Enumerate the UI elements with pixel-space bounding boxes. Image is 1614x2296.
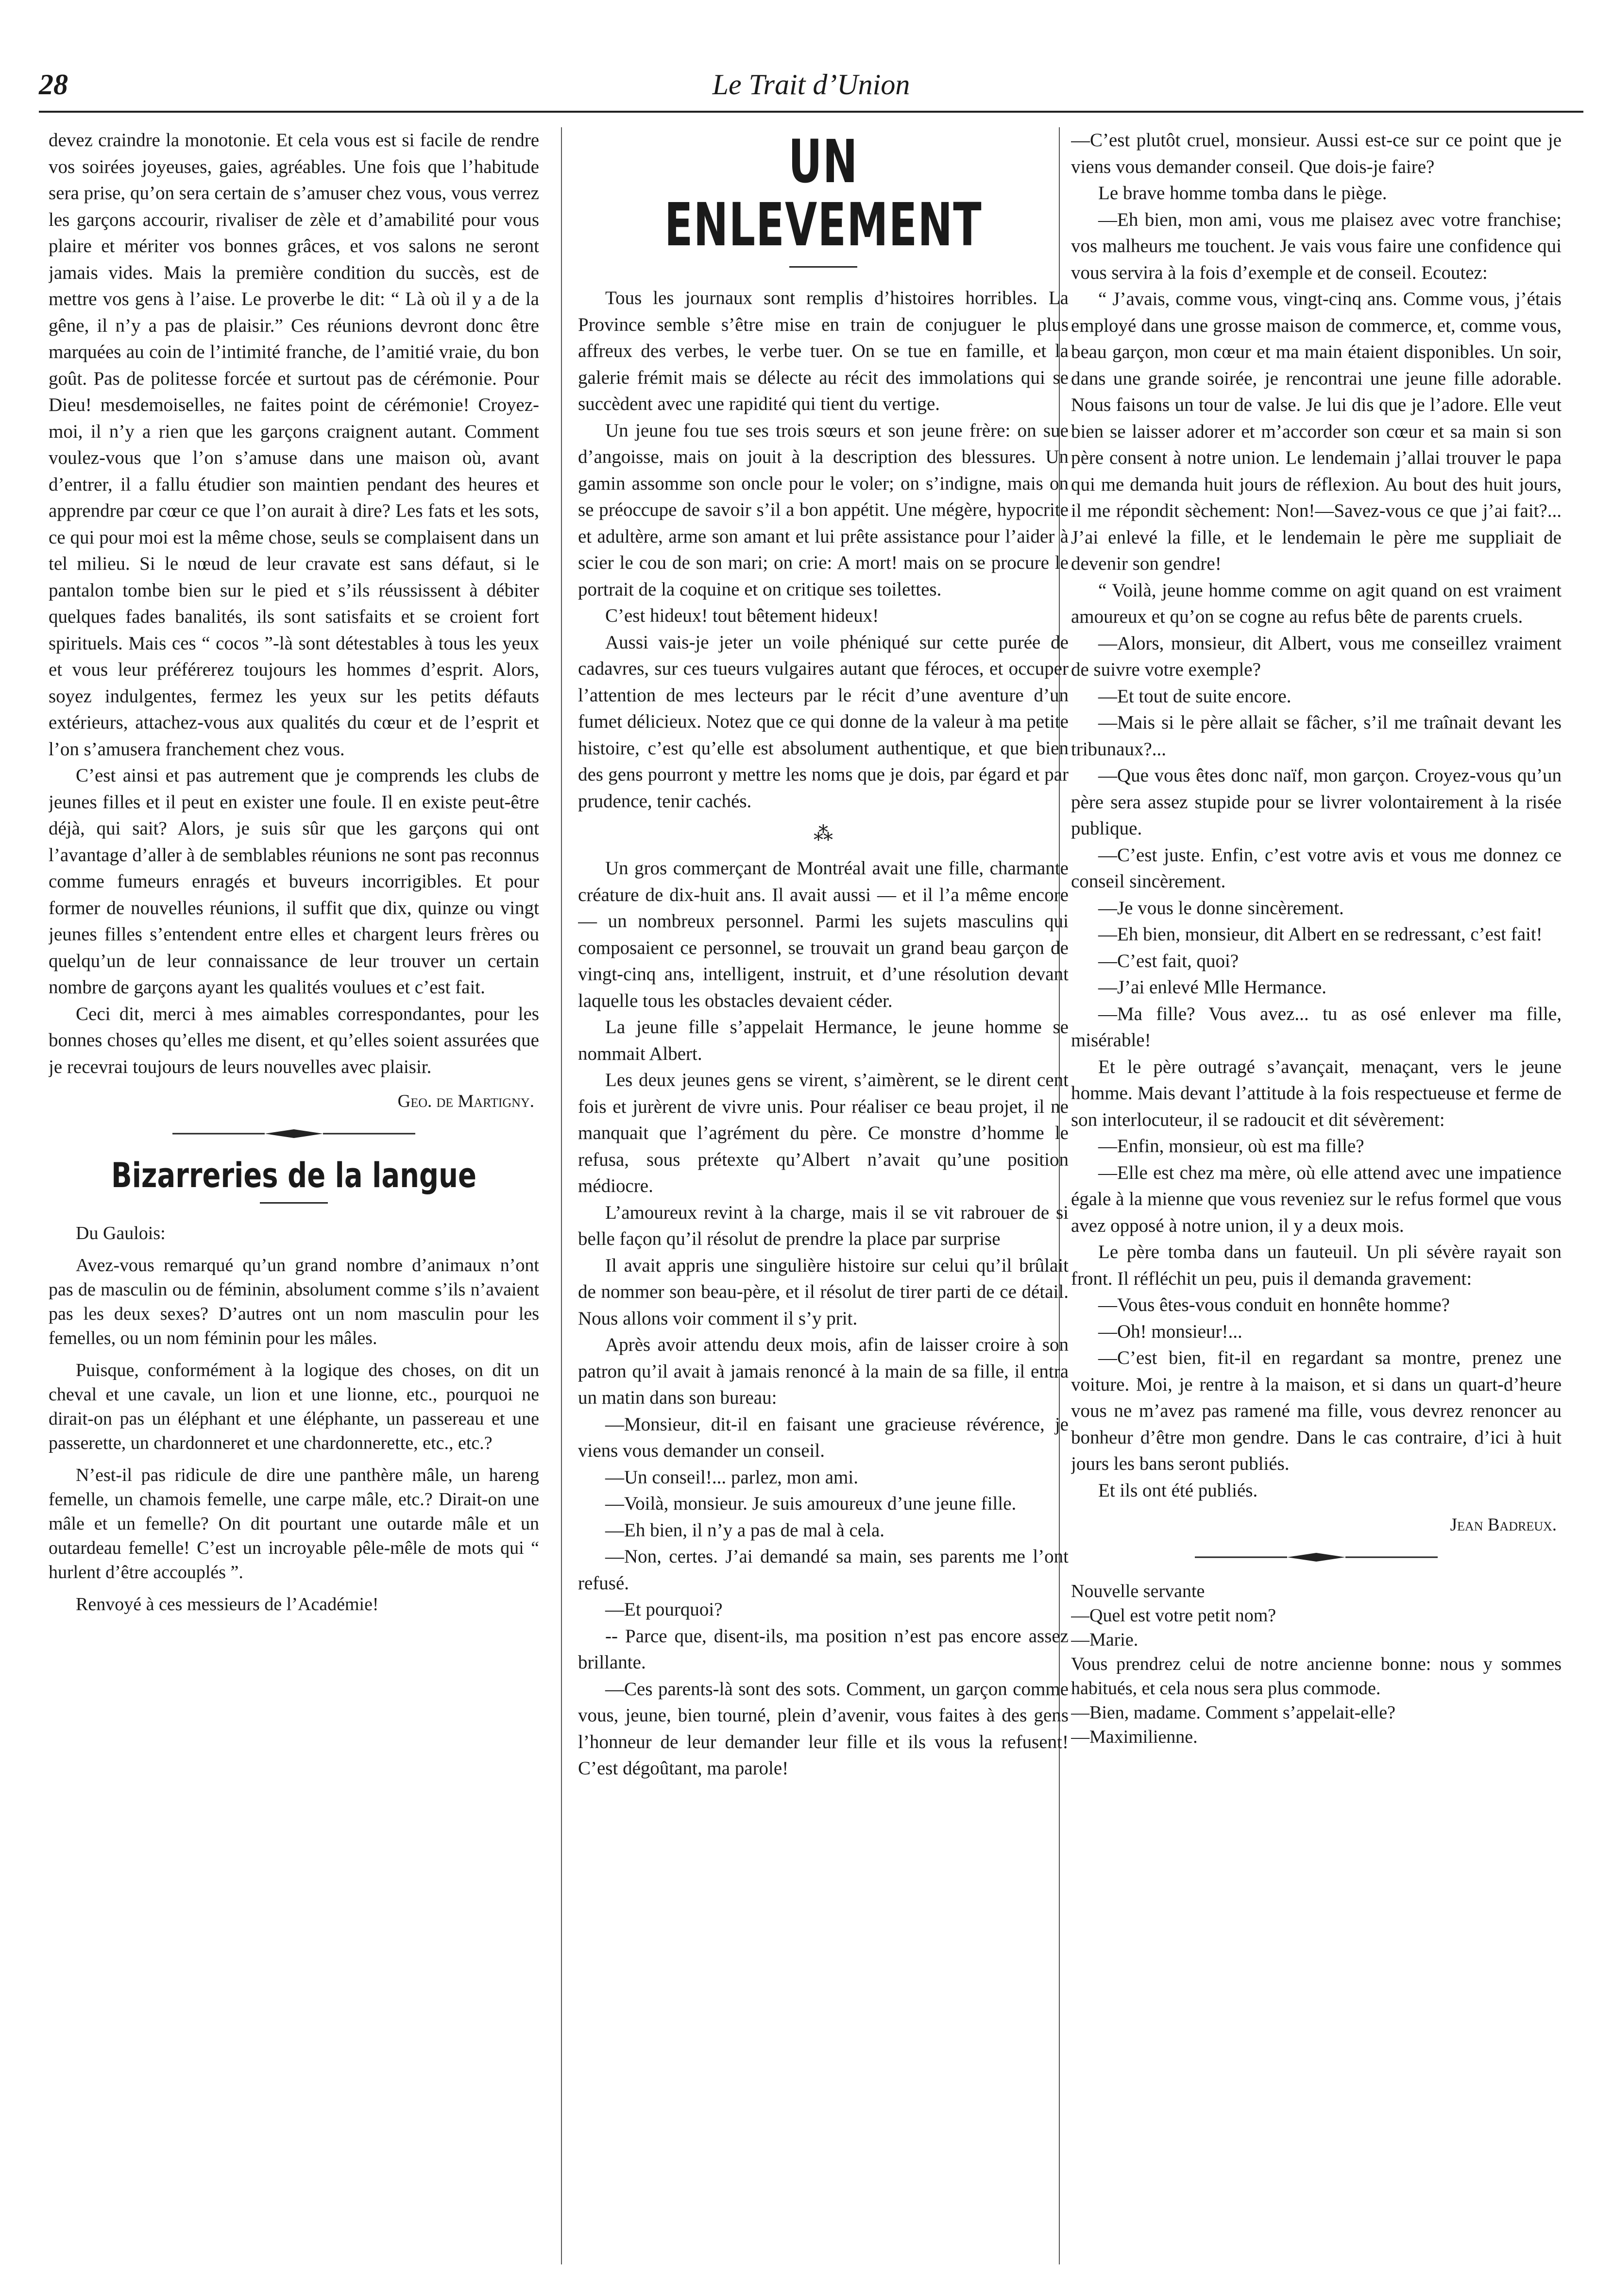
author-signature: Jean Badreux. (1450, 1515, 1557, 1535)
header-rule (39, 111, 1583, 113)
article-paragraph: Et le père outragé s’avançait, menaçant, vers le jeune homme. Mais devant l’attitude à la fois respectueuse et ferme de son interlocuteur, il se radoucit et dit sévèrement: (1071, 1056, 1562, 1130)
article-paragraph: C’est hideux! tout bêtement hideux! (605, 605, 879, 626)
dialogue-line: -- Parce que, disent-ils, ma position n’est pas encore assez brillante. (578, 1625, 1069, 1673)
article-title: UN ENLEVEMENT (664, 127, 983, 259)
dialogue-line: —Un conseil!... parlez, mon ami. (605, 1466, 858, 1488)
article-paragraph: Tous les journaux sont remplis d’histoires horribles. La Province semble s’être mise en train de conjuguer le plus affreux des verbes, le verbe tuer. On se tue en famille, et la galerie frémit mais se délecte au récit des immolations qui se succèdent avec une rapidité qui tient du vertige. (578, 288, 1069, 414)
article-paragraph: Après avoir attendu deux mois, afin de laisser croire à son patron qu’il avait à jamais renoncé à la main de sa fille, il entra un matin dans son bureau: (578, 1334, 1069, 1408)
column-1 (49, 127, 539, 1616)
dialogue-line: —Voilà, monsieur. Je suis amoureux d’une jeune fille. (605, 1493, 1017, 1514)
dialogue-line: —Oh! monsieur!... (1098, 1321, 1242, 1342)
dialogue-line: —Je vous le donne sincèrement. (1098, 897, 1344, 918)
journal-title: Le Trait d’Union (712, 68, 910, 101)
joke-line: —Marie. (1071, 1630, 1138, 1650)
dialogue-line: —Ma fille? Vous avez... tu as osé enlever ma fille, misérable! (1071, 1003, 1562, 1051)
dialogue-line: —C’est bien, fit-il en regardant sa montre, prenez une voiture. Moi, je rentre à la maison, et si dans un quart-d’heure vous ne m’avez pas ramené ma fille, vous devrez renoncer au bonheur d’être mon gendre. Dans le cas contraire, d’ici à huit jours les bans seront publiés. (1071, 1347, 1562, 1474)
article-paragraph: “ Voilà, jeune homme comme on agit quand on est vraiment amoureux et qu’on se cogne au refus bête de parents cruels. (1071, 579, 1562, 627)
column-divider (561, 127, 562, 2264)
ornament-divider (168, 1126, 420, 1141)
dialogue-line: —Eh bien, mon ami, vous me plaisez avec votre franchise; vos malheurs me touchent. Je vais vous faire une confidence qui vous servira à la fois d’exemple et de conseil. Ecoutez: (1071, 209, 1562, 283)
dialogue-line: —Eh bien, il n’y a pas de mal à cela. (605, 1519, 885, 1541)
article-paragraph: Avez-vous remarqué qu’un grand nombre d’animaux n’ont pas de masculin ou de féminin, absolument comme s’ils n’avaient pas les deux sexes? D’autres ont un nom masculin pour les femelles, ou un nom féminin pour les mâles. (49, 1255, 539, 1348)
article-paragraph: Un gros commerçant de Montréal avait une fille, charmante créature de dix-huit ans. Il avait aussi — et il l’a même encore — un nombreux personnel. Parmi les sujets masculins qui composaient ce personnel, se trouvait un grand beau garçon de vingt-cinq ans, intelligent, instruit, et d’une résolution devant laquelle tous les obstacles devaient céder. (578, 858, 1069, 1011)
dialogue-line: —C’est juste. Enfin, c’est votre avis et vous me donnez ce conseil sincèrement. (1071, 844, 1562, 892)
dialogue-line: —Monsieur, dit-il en faisant une gracieuse révérence, je viens vous demander un conseil. (578, 1413, 1069, 1461)
article-paragraph: Et ils ont été publiés. (1098, 1480, 1258, 1501)
article-paragraph: Il avait appris une singulière histoire sur celui qu’il brûlait de nommer son beau-père, et il résolut de tirer parti de ce détail. Nous allons voir comment il s’y prit. (578, 1255, 1069, 1329)
title-rule (789, 266, 857, 268)
article-paragraph: Ceci dit, merci à mes aimables correspondantes, pour les bonnes choses qu’elles me disent, et qu’elles soient assurées que je recevrai toujours de leurs nouvelles avec plaisir. (49, 1003, 539, 1077)
article-paragraph: Le père tomba dans un fauteuil. Un pli sévère rayait son front. Il réfléchit un peu, puis il demanda gravement: (1071, 1242, 1562, 1289)
dialogue-line: —Mais si le père allait se fâcher, s’il me traînait devant les tribunaux?... (1071, 712, 1562, 760)
dialogue-line: —Et pourquoi? (605, 1599, 723, 1620)
article-paragraph: Les deux jeunes gens se virent, s’aimèrent, se le dirent cent fois et jurèrent de vivre unis. Pour réaliser ce beau projet, il ne manquait que l’agrément du père. Ce monstre d’homme le refusa, sous prétexte qu’Albert n’avait qu’une position médiocre. (578, 1070, 1069, 1196)
dialogue-line: —Non, certes. J’ai demandé sa main, ses parents me l’ont refusé. (578, 1546, 1069, 1594)
joke-title: Nouvelle servante (1071, 1581, 1205, 1601)
source-line: Du Gaulois: (76, 1223, 166, 1243)
article-paragraph: Un jeune fou tue ses trois sœurs et son jeune frère: on sue d’angoisse, mais on jouit à la description des blessures. Un gamin assomme son oncle pour le voler; on s’indigne, mais on se préoccupe de savoir s’il a bon appétit. Une mégère, hypocrite et adultère, arme son amant et lui prête assistance pour l’aider à scier le cou de son mari; on crie: A mort! mais on se procure le portrait de la coquine et on critique ses toilettes. (578, 420, 1069, 600)
page-number: 28 (39, 68, 68, 101)
section-title: Bizarreries de la langue (111, 1156, 476, 1195)
dialogue-line: —Elle est chez ma mère, où elle attend avec une impatience égale à la mienne que vous reveniez sur le refus formel que vous avez opposé à notre union, il y a deux mois. (1071, 1162, 1562, 1236)
page-header (39, 68, 1583, 107)
article-paragraph: Puisque, conformément à la logique des choses, on dit un cheval et une cavale, un lion et une lionne, etc., pourquoi ne dirait-on pas un éléphant et une éléphante, un passereau et une passerette, un chardonneret et une chardonnerette, etc., etc.? (49, 1360, 539, 1453)
dialogue-line: —Que vous êtes donc naïf, mon garçon. Croyez-vous qu’un père sera assez stupide pour se livrer volontairement à la risée publique. (1071, 765, 1562, 839)
asterism-separator: ⁂ (814, 823, 833, 845)
dialogue-line: —Ces parents-là sont des sots. Comment, un garçon comme vous, jeune, bien tourné, plein d’avenir, vous faites à des gens l’honneur de leur demander leur fille et ils vous la refusent! C’est dégoûtant, ma parole! (578, 1678, 1069, 1779)
joke-line: —Bien, madame. Comment s’appelait-elle? (1071, 1702, 1395, 1723)
article-paragraph: C’est ainsi et pas autrement que je comprends les clubs de jeunes filles et il peut en exister une foule. Il en existe peut-être déjà, qui sait? Alors, je suis sûr que les garçons qui ont l’avantage d’aller à de semblables réunions ne sont pas reconnus comme fumeurs enragés et buveurs incorrigibles. Et pour former de nouvelles réunions, il suffit que dix, quinze ou vingt jeunes filles s’entendent entre elles et chargent leurs frères ou quelqu’un de leur connaissance de leur trouver un certain nombre de garçons ayant les qualités voulues et c’est fait. (49, 765, 539, 998)
article-paragraph: L’amoureux revint à la charge, mais il se vit rabrouer de si belle façon qu’il résolut de prendre la place par surprise (578, 1202, 1069, 1249)
column-3 (1071, 127, 1562, 1749)
dialogue-line: —Alors, monsieur, dit Albert, vous me conseillez vraiment de suivre votre exemple? (1071, 632, 1562, 680)
dialogue-line: —C’est fait, quoi? (1098, 950, 1239, 971)
dialogue-line: —Et tout de suite encore. (1098, 685, 1291, 707)
dialogue-line: —Vous êtes-vous conduit en honnête homme? (1098, 1294, 1450, 1315)
joke-line: Vous prendrez celui de notre ancienne bonne: nous y sommes habitués, et cela nous sera plus commode. (1071, 1654, 1562, 1699)
dialogue-line: —C’est plutôt cruel, monsieur. Aussi est-ce sur ce point que je viens vous demander conseil. Que dois-je faire? (1071, 130, 1562, 177)
ornament-divider (1190, 1550, 1443, 1565)
author-signature: Geo. de Martigny. (397, 1091, 534, 1111)
article-paragraph: devez craindre la monotonie. Et cela vous est si facile de rendre vos soirées joyeuses, gaies, agréables. Une fois que l’habitude sera prise, qu’on sera certain de s’amuser chez vous, vous verrez les garçons accourir, rivaliser de zèle et d’amabilité pour vous plaire et mériter vos bonnes grâces, et vos salons ne seront jamais vides. Mais la première condition du succès, est de mettre vos gens à l’aise. Le proverbe le dit: “ Là où il y a de la gêne, il n’y a pas de plaisir.” Ces réunions devront donc être marquées au coin de l’intimité franche, de l’amitié vraie, du bon goût. Pas de politesse forcée et surtout pas de cérémonie. Pour Dieu! mesdemoiselles, ne faites point de cérémonie! Croyez-moi, il n’y a rien que les garçons craignent autant. Comment voulez-vous que l’on s’amuse dans une maison où, avant d’entrer, il a fallu étudier son maintien pendant des heures et apprendre par cœur ce que l’on aurait à dire? Les fats et les sots, ce qui pour moi est la même chose, seuls se complaisent dans un tel milieu. Si le nœud de leur cravate est sans défaut, si le pantalon tombe bien sur le pied et s’ils réussissent à débiter quelques fades banalités, ils sont satisfaits et se croient fort spirituels. Mais ces “ cocos ”-là sont détestables à tous les yeux et vous leur préférerez toujours les hommes d’esprit. Alors, soyez indulgentes, fermez les yeux sur les petits défauts extérieurs, attachez-vous aux qualités du cœur et de l’esprit et l’on s’amusera franchement chez vous. (49, 130, 539, 760)
joke-line: —Quel est votre petit nom? (1071, 1605, 1276, 1626)
article-paragraph: N’est-il pas ridicule de dire une panthère mâle, un hareng femelle, un chamois femelle, une carpe mâle, etc.? Dirait-on une mâle et un femelle? On dit pourtant une outarde mâle et un outardeau femelle! C’est un incroyable pêle-mêle de mots qui “ hurlent d’être accouplés ”. (49, 1465, 539, 1582)
article-paragraph: “ J’avais, comme vous, vingt-cinq ans. Comme vous, j’étais employé dans une grosse maison de commerce, et, comme vous, beau garçon, mon cœur et ma main étaient disponibles. Un soir, dans une grande soirée, je rencontrai une jeune fille adorable. Nous faisons un tour de valse. Je lui dis que je l’adore. Elle veut bien se laisser adorer et m’accorder son cœur et sa main si son père consent à notre union. Le lendemain j’allai trouver le papa qui me demanda huit jours de réflexion. Au bout des huit jours, il me répondit sèchement: Non!—Savez-vous ce que j’ai fait?... J’ai enlevé la fille, et le lendemain le père me suppliait de devenir son gendre! (1071, 289, 1562, 574)
dialogue-line: —Eh bien, monsieur, dit Albert en se redressant, c’est fait! (1098, 924, 1543, 945)
column-2 (578, 127, 1069, 1782)
article-paragraph: Renvoyé à ces messieurs de l’Académie! (76, 1594, 379, 1615)
dialogue-line: —Enfin, monsieur, où est ma fille? (1098, 1136, 1364, 1157)
article-paragraph: Aussi vais-je jeter un voile phéniqué sur cette purée de cadavres, sur ces tueurs vulgaires autant que féroces, et occuper l’attention de mes lecteurs par le récit d’une aventure d’un fumet délicieux. Notez que ce qui donne de la valeur à ma petite histoire, c’est qu’elle est absolument authentique, et que bien des gens pourront y mettre les noms que je dois, par égard et par prudence, tenir cachés. (578, 631, 1069, 812)
article-paragraph: La jeune fille s’appelait Hermance, le jeune homme se nommait Albert. (578, 1017, 1069, 1064)
joke-line: —Maximilienne. (1071, 1727, 1198, 1747)
joke-block (1071, 1579, 1562, 1749)
dialogue-line: —J’ai enlevé Mlle Hermance. (1098, 977, 1326, 998)
article-paragraph: Le brave homme tomba dans le piège. (1098, 183, 1387, 204)
title-rule (260, 1202, 328, 1204)
